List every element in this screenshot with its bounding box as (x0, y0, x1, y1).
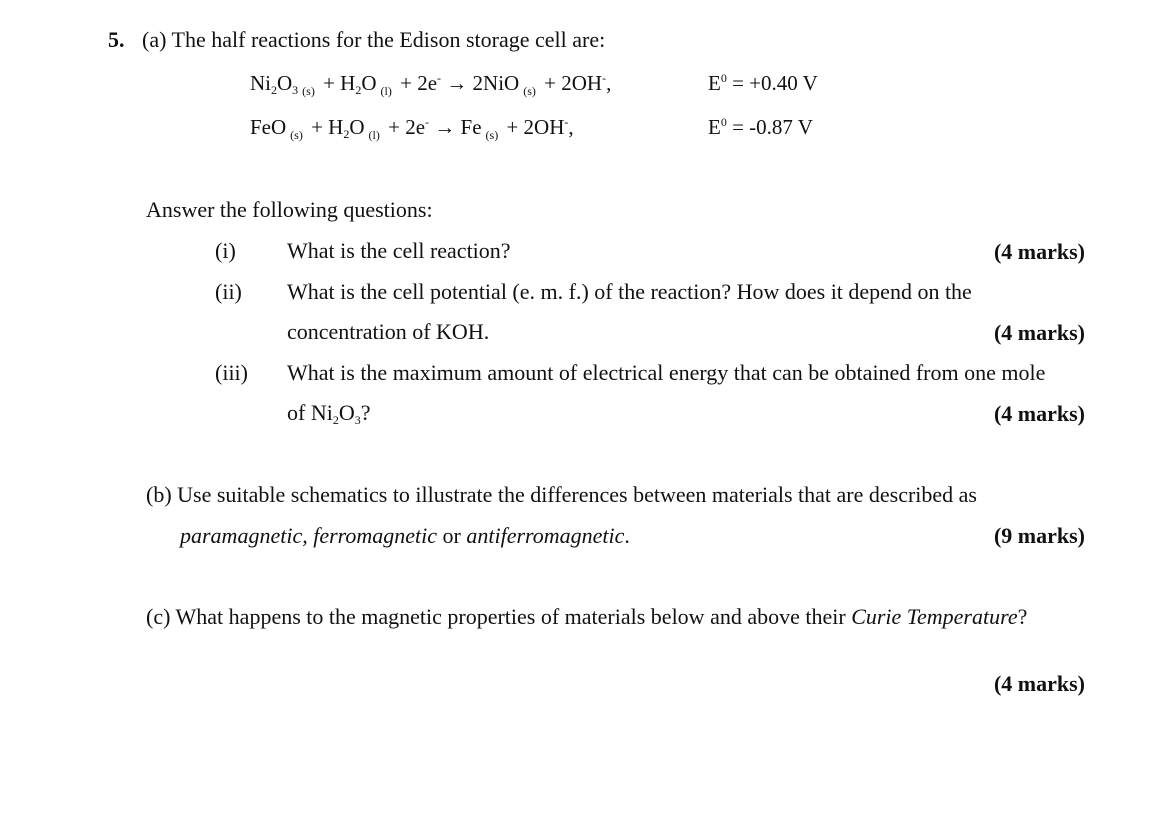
subquestion-label-iii: (iii) (215, 360, 248, 385)
reaction-arrow: → (446, 71, 468, 95)
part-a-label: (a) (142, 27, 167, 52)
question-number: 5. (108, 27, 125, 52)
part-b-label: (b) (146, 482, 172, 507)
marks-b: (9 marks) (993, 523, 1085, 548)
part-c-label: (c) (146, 604, 171, 629)
potential-2: $E^0 = -0.87$ V (708, 115, 813, 139)
half-reaction-2: FeO $_{(s)}$ + H2O $_{(l)}$ + 2e- → Fe $_{(s)}$ + 2OH-, (250, 115, 574, 142)
subquestion-text-iii-line2: of Ni2O3? (287, 400, 371, 427)
question-header (108, 27, 605, 53)
subquestion-text-ii-line2: concentration of KOH. (287, 319, 490, 344)
subquestion-label-ii: (ii) (215, 279, 242, 304)
marks-i: (4 marks) (993, 239, 1085, 264)
subquestion-label-i: (i) (215, 238, 236, 263)
part-a-intro: The half reactions for the Edison storage cell are: (171, 27, 606, 52)
potential-1: $E^0 = +0.40$ V (708, 71, 818, 95)
part-c-text: (c) What happens to the magnetic properties of materials below and above their Curie Temperature? (146, 604, 1028, 629)
subquestion-text-i: What is the cell reaction? (287, 238, 511, 263)
part-b-line2: paramagnetic, ferromagnetic or antiferromagnetic. (180, 523, 630, 548)
part-b-line1: (b) Use suitable schematics to illustrate the differences between materials that are described as (146, 482, 977, 507)
answer-prompt: Answer the following questions: (146, 197, 433, 222)
marks-ii: (4 marks) (993, 320, 1085, 345)
marks-iii: (4 marks) (993, 401, 1085, 426)
reaction-arrow: → (434, 115, 456, 139)
subquestion-text-ii-line1: What is the cell potential (e. m. f.) of the reaction? How does it depend on the (287, 279, 972, 304)
marks-c: (4 marks) (993, 671, 1085, 696)
half-reaction-1: Ni2O3 $_{(s)}$ + H2O $_{(l)}$ + 2e- → 2NiO $_{(s)}$ + 2OH-, (250, 71, 612, 98)
subquestion-text-iii-line1: What is the maximum amount of electrical energy that can be obtained from one mole (287, 360, 1046, 385)
